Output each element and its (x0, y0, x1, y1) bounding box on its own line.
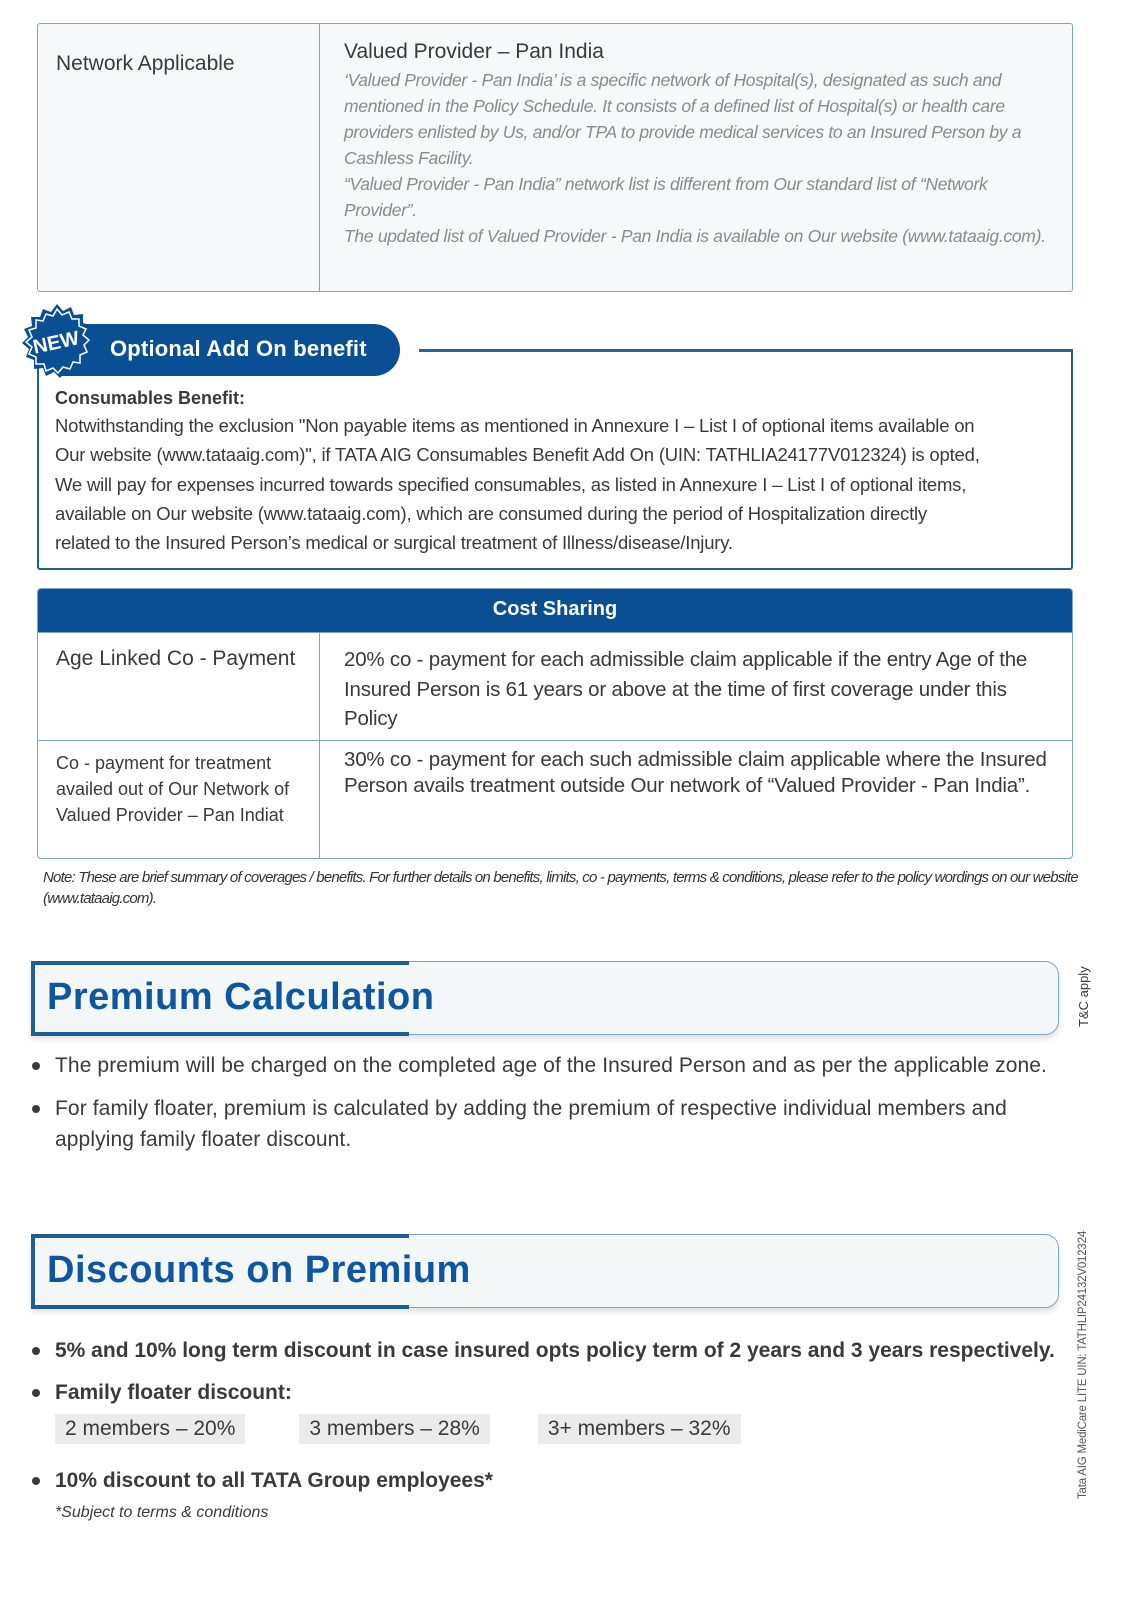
network-applicable-details (320, 24, 1072, 291)
network-description-line: mentioned in the Policy Schedule. It consists of a defined list of Hospital(s) or health care (344, 96, 1005, 116)
premium-calculation-header (31, 961, 1059, 1035)
consumables-text-line: Notwithstanding the exclusion "Non payable items as mentioned in Annexure I – List I of optional items available on (55, 415, 975, 436)
list-item (32, 1466, 1082, 1528)
discount-chip: 3+ members – 32% (538, 1414, 741, 1444)
tc-apply-label: T&C apply (1076, 966, 1091, 1027)
header-accent (31, 961, 409, 965)
long-term-discount: 5% and 10% long term discount in case insured opts policy term of 2 years and 3 years respectively. (55, 1339, 1055, 1362)
table-row (38, 740, 1072, 858)
new-badge-icon (16, 302, 98, 384)
header-accent (31, 1234, 409, 1238)
network-applicable-table (37, 23, 1073, 292)
consumables-text-line: We will pay for expenses incurred towards specified consumables, as listed in Annexure I – List I of optional items, (55, 473, 967, 495)
consumables-text (55, 411, 1055, 557)
terms-footnote: *Subject to terms & conditions (55, 1504, 269, 1521)
network-description-line: ‘Valued Provider - Pan India’ is a specific network of Hospital(s), designated as such and (344, 70, 1002, 90)
cost-sharing-header: Cost Sharing (38, 589, 1072, 632)
bullet-icon (32, 1477, 40, 1485)
discount-chip: 2 members – 20% (55, 1414, 245, 1444)
cost-row-label: Age Linked Co - Payment (38, 633, 320, 740)
addon-divider-line (419, 349, 1073, 352)
network-description (344, 67, 1048, 249)
section-title: Premium Calculation (47, 976, 435, 1018)
addon-content (55, 388, 1055, 557)
addon-banner: Optional Add On benefit (60, 324, 400, 376)
header-accent (31, 1305, 409, 1309)
employee-discount: 10% discount to all TATA Group employees* (55, 1469, 493, 1492)
product-uin-label: Tata AIG MediCare LITE UIN: TATHLIP24132V012324 (1077, 1230, 1089, 1499)
list-item-text: For family floater, premium is calculated by adding the premium of respective individual members and applying family floater discount. (55, 1097, 1007, 1151)
header-accent (31, 961, 35, 1036)
list-item-text: The premium will be charged on the completed age of the Insured Person and as per the applicable zone. (55, 1054, 1047, 1077)
table-row (38, 632, 1072, 740)
network-description-line: Provider”. (344, 200, 417, 220)
cost-row-value: 30% co - payment for each such admissible claim applicable where the Insured Person avails treatment outside Our network of “Valued Provider - Pan India”. (344, 748, 1047, 797)
family-floater-chips (55, 1414, 1082, 1444)
consumables-text-line: available on Our website (www.tataaig.com), which are consumed during the period of Hospitalization directly (55, 502, 927, 524)
network-description-line: providers enlisted by Us, and/or TPA to provide medical services to an Insured Person by a (344, 122, 1022, 142)
network-description-line: The updated list of Valued Provider - Pan India is available on Our website (www.tataaig.com). (344, 226, 1046, 246)
family-floater-label: Family floater discount: (55, 1381, 292, 1404)
discount-chip: 3 members – 28% (299, 1414, 489, 1444)
list-item (32, 1336, 1082, 1366)
consumables-text-line: related to the Insured Person’s medical or surgical treatment of Illness/disease/Injury. (55, 532, 733, 554)
discounts-header (31, 1234, 1059, 1308)
header-accent (31, 1234, 35, 1309)
network-title: Valued Provider – Pan India (344, 40, 604, 63)
consumables-text-line: Our website (www.tataaig.com)", if TATA AIG Consumables Benefit Add On (UIN: TATHLIA24177V012324) is opted, (55, 444, 980, 466)
bullet-icon (32, 1105, 40, 1113)
header-accent (31, 1032, 409, 1036)
discounts-list (32, 1336, 1082, 1528)
list-item (32, 1093, 1082, 1155)
section-title: Discounts on Premium (47, 1249, 471, 1291)
network-description-line: Cashless Facility. (344, 148, 474, 168)
bullet-icon (32, 1389, 40, 1397)
cost-row-label: Co - payment for treatment availed out of Our Network of Valued Provider – Pan Indiat (38, 741, 320, 858)
network-applicable-label: Network Applicable (38, 24, 320, 291)
premium-calculation-list (32, 1050, 1082, 1167)
cost-row-value: 20% co - payment for each admissible claim applicable if the entry Age of the Insured Person is 61 years or above at the time of first coverage under this Policy (344, 648, 1028, 730)
network-description-line: “Valued Provider - Pan India” network list is different from Our standard list of “Network (344, 174, 988, 194)
consumables-heading: Consumables Benefit: (55, 388, 246, 408)
bullet-icon (32, 1062, 40, 1070)
list-item (32, 1050, 1082, 1081)
list-item (32, 1378, 1082, 1444)
bullet-icon (32, 1347, 40, 1355)
coverage-note: Note: These are brief summary of coverages / benefits. For further details on benefits, limits, co - payments, terms & conditions, please refer to the policy wordings on our website (www.tataaig.com). (43, 869, 1078, 907)
cost-sharing-table (37, 588, 1073, 859)
new-badge-text: NEW (31, 327, 82, 359)
